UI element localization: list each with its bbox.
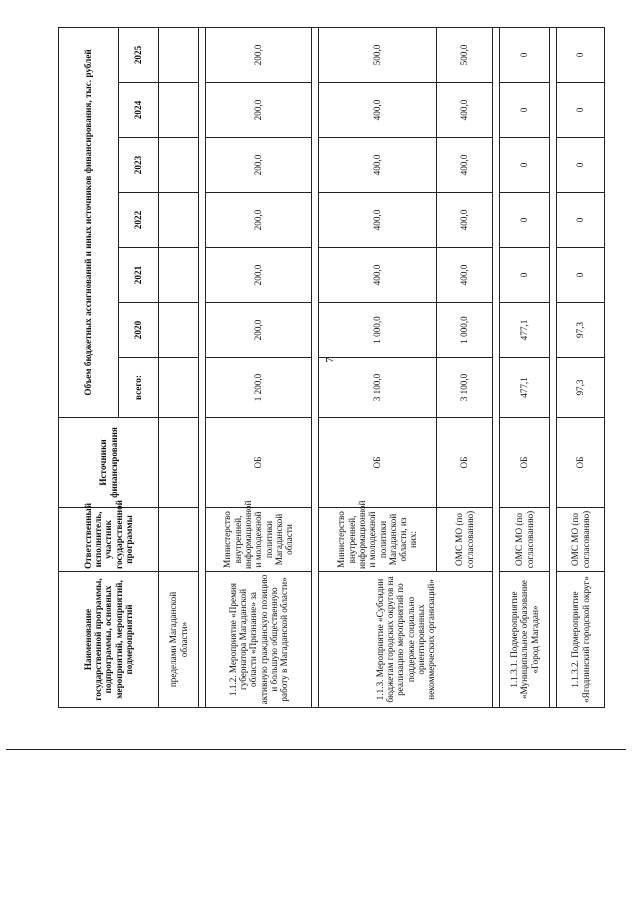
row-value: 400,0: [319, 138, 437, 193]
row-value: 0: [557, 248, 605, 303]
row-source: ОБ: [319, 418, 437, 508]
table-row: [319, 27, 437, 707]
table-row: [500, 27, 550, 707]
row-executor: ОМС МО (по согласованию): [437, 508, 493, 572]
row-value: 500,0: [319, 27, 437, 82]
row-value: 400,0: [437, 83, 493, 138]
header-year: 2024: [119, 83, 159, 138]
header-year: 2025: [119, 27, 159, 82]
row-value: 200,0: [206, 193, 312, 248]
row-value: 97,3: [557, 303, 605, 358]
row-value: 477,1: [500, 303, 550, 358]
row-gap: [199, 27, 206, 707]
row-value: 200,0: [206, 27, 312, 82]
row-executor: ОМС МО (по согласованию): [557, 508, 605, 572]
header-year: 2021: [119, 248, 159, 303]
row-name: пределами Магаданской области»: [159, 572, 199, 708]
row-value: 200,0: [206, 138, 312, 193]
row-value: 400,0: [437, 138, 493, 193]
row-value: 0: [557, 27, 605, 82]
row-value: 400,0: [437, 193, 493, 248]
row-value: 0: [500, 138, 550, 193]
row-gap: [493, 27, 500, 707]
row-executor: Министерство внутренней, информационной и молодежной политики Магаданской области, из них:: [319, 508, 437, 572]
row-value: [159, 248, 199, 303]
row-name: 1.1.3.1. Подмероприятие «Муниципальное образование «Город Магадан»: [500, 572, 550, 708]
row-value: 0: [557, 193, 605, 248]
row-gap: [550, 27, 557, 707]
row-value: 200,0: [206, 303, 312, 358]
page-number: 7: [324, 357, 336, 363]
row-value: [159, 193, 199, 248]
row-total: 3 100,0: [437, 358, 493, 418]
row-value: 500,0: [437, 27, 493, 82]
row-total: 97,3: [557, 358, 605, 418]
row-name: 1.1.3.2. Подмероприятие «Ягоднинский городской округ»: [557, 572, 605, 708]
row-total: 3 100,0: [319, 358, 437, 418]
horizontal-rule: [6, 749, 626, 750]
row-value: 400,0: [319, 248, 437, 303]
row-value: 200,0: [206, 83, 312, 138]
rotated-table-area: [58, 24, 591, 708]
row-gap: [312, 27, 319, 707]
row-source: ОБ: [206, 418, 312, 508]
row-total: [159, 358, 199, 418]
row-value: 0: [500, 248, 550, 303]
row-value: 200,0: [206, 248, 312, 303]
budget-table: [58, 27, 605, 708]
header-year: 2022: [119, 193, 159, 248]
row-name: 1.1.2. Мероприятие «Премия губернатора Магаданской области «Признание» за активную гражданскую позицию и большую общественную работу в Магаданской области»: [206, 572, 312, 708]
row-name: 1.1.3. Мероприятие «Субсидии бюджетам городских округов на реализацию мероприятий по поддержке социально ориентированных некоммерческих организаций»: [319, 572, 493, 708]
header-volume: Объем бюджетных ассигнований и иных источников финансирования, тыс. рублей: [59, 27, 119, 417]
row-source: ОБ: [557, 418, 605, 508]
row-value: 1 000,0: [319, 303, 437, 358]
row-value: 400,0: [319, 83, 437, 138]
header-executor: Ответственный исполнитель, участник государственной программы: [59, 508, 159, 572]
row-source: ОБ: [437, 418, 493, 508]
row-value: 1 000,0: [437, 303, 493, 358]
row-source: [159, 418, 199, 508]
row-executor: ОМС МО (по согласованию): [500, 508, 550, 572]
row-value: 0: [500, 193, 550, 248]
header-year: 2020: [119, 303, 159, 358]
row-source: ОБ: [500, 418, 550, 508]
row-value: [159, 27, 199, 82]
row-value: 0: [500, 27, 550, 82]
row-executor: [159, 508, 199, 572]
row-value: 0: [557, 138, 605, 193]
row-executor: Министерство внутренней, информационной и молодежной политики Магаданской области: [206, 508, 312, 572]
table-row: [557, 27, 605, 707]
table-row: [159, 27, 199, 707]
table-row: [206, 27, 312, 707]
header-name: Наименование государственной программы, подпрограммы, основных мероприятий, мероприятий, подмероприятий: [59, 572, 159, 708]
row-value: 0: [500, 83, 550, 138]
header-year: 2023: [119, 138, 159, 193]
header-total: всего:: [119, 358, 159, 418]
row-value: 400,0: [437, 248, 493, 303]
row-total: 1 200,0: [206, 358, 312, 418]
row-value: [159, 303, 199, 358]
row-value: 400,0: [319, 193, 437, 248]
row-value: [159, 83, 199, 138]
row-total: 477,1: [500, 358, 550, 418]
row-value: [159, 138, 199, 193]
header-source: Источники финансирования: [59, 418, 159, 508]
row-value: 0: [557, 83, 605, 138]
